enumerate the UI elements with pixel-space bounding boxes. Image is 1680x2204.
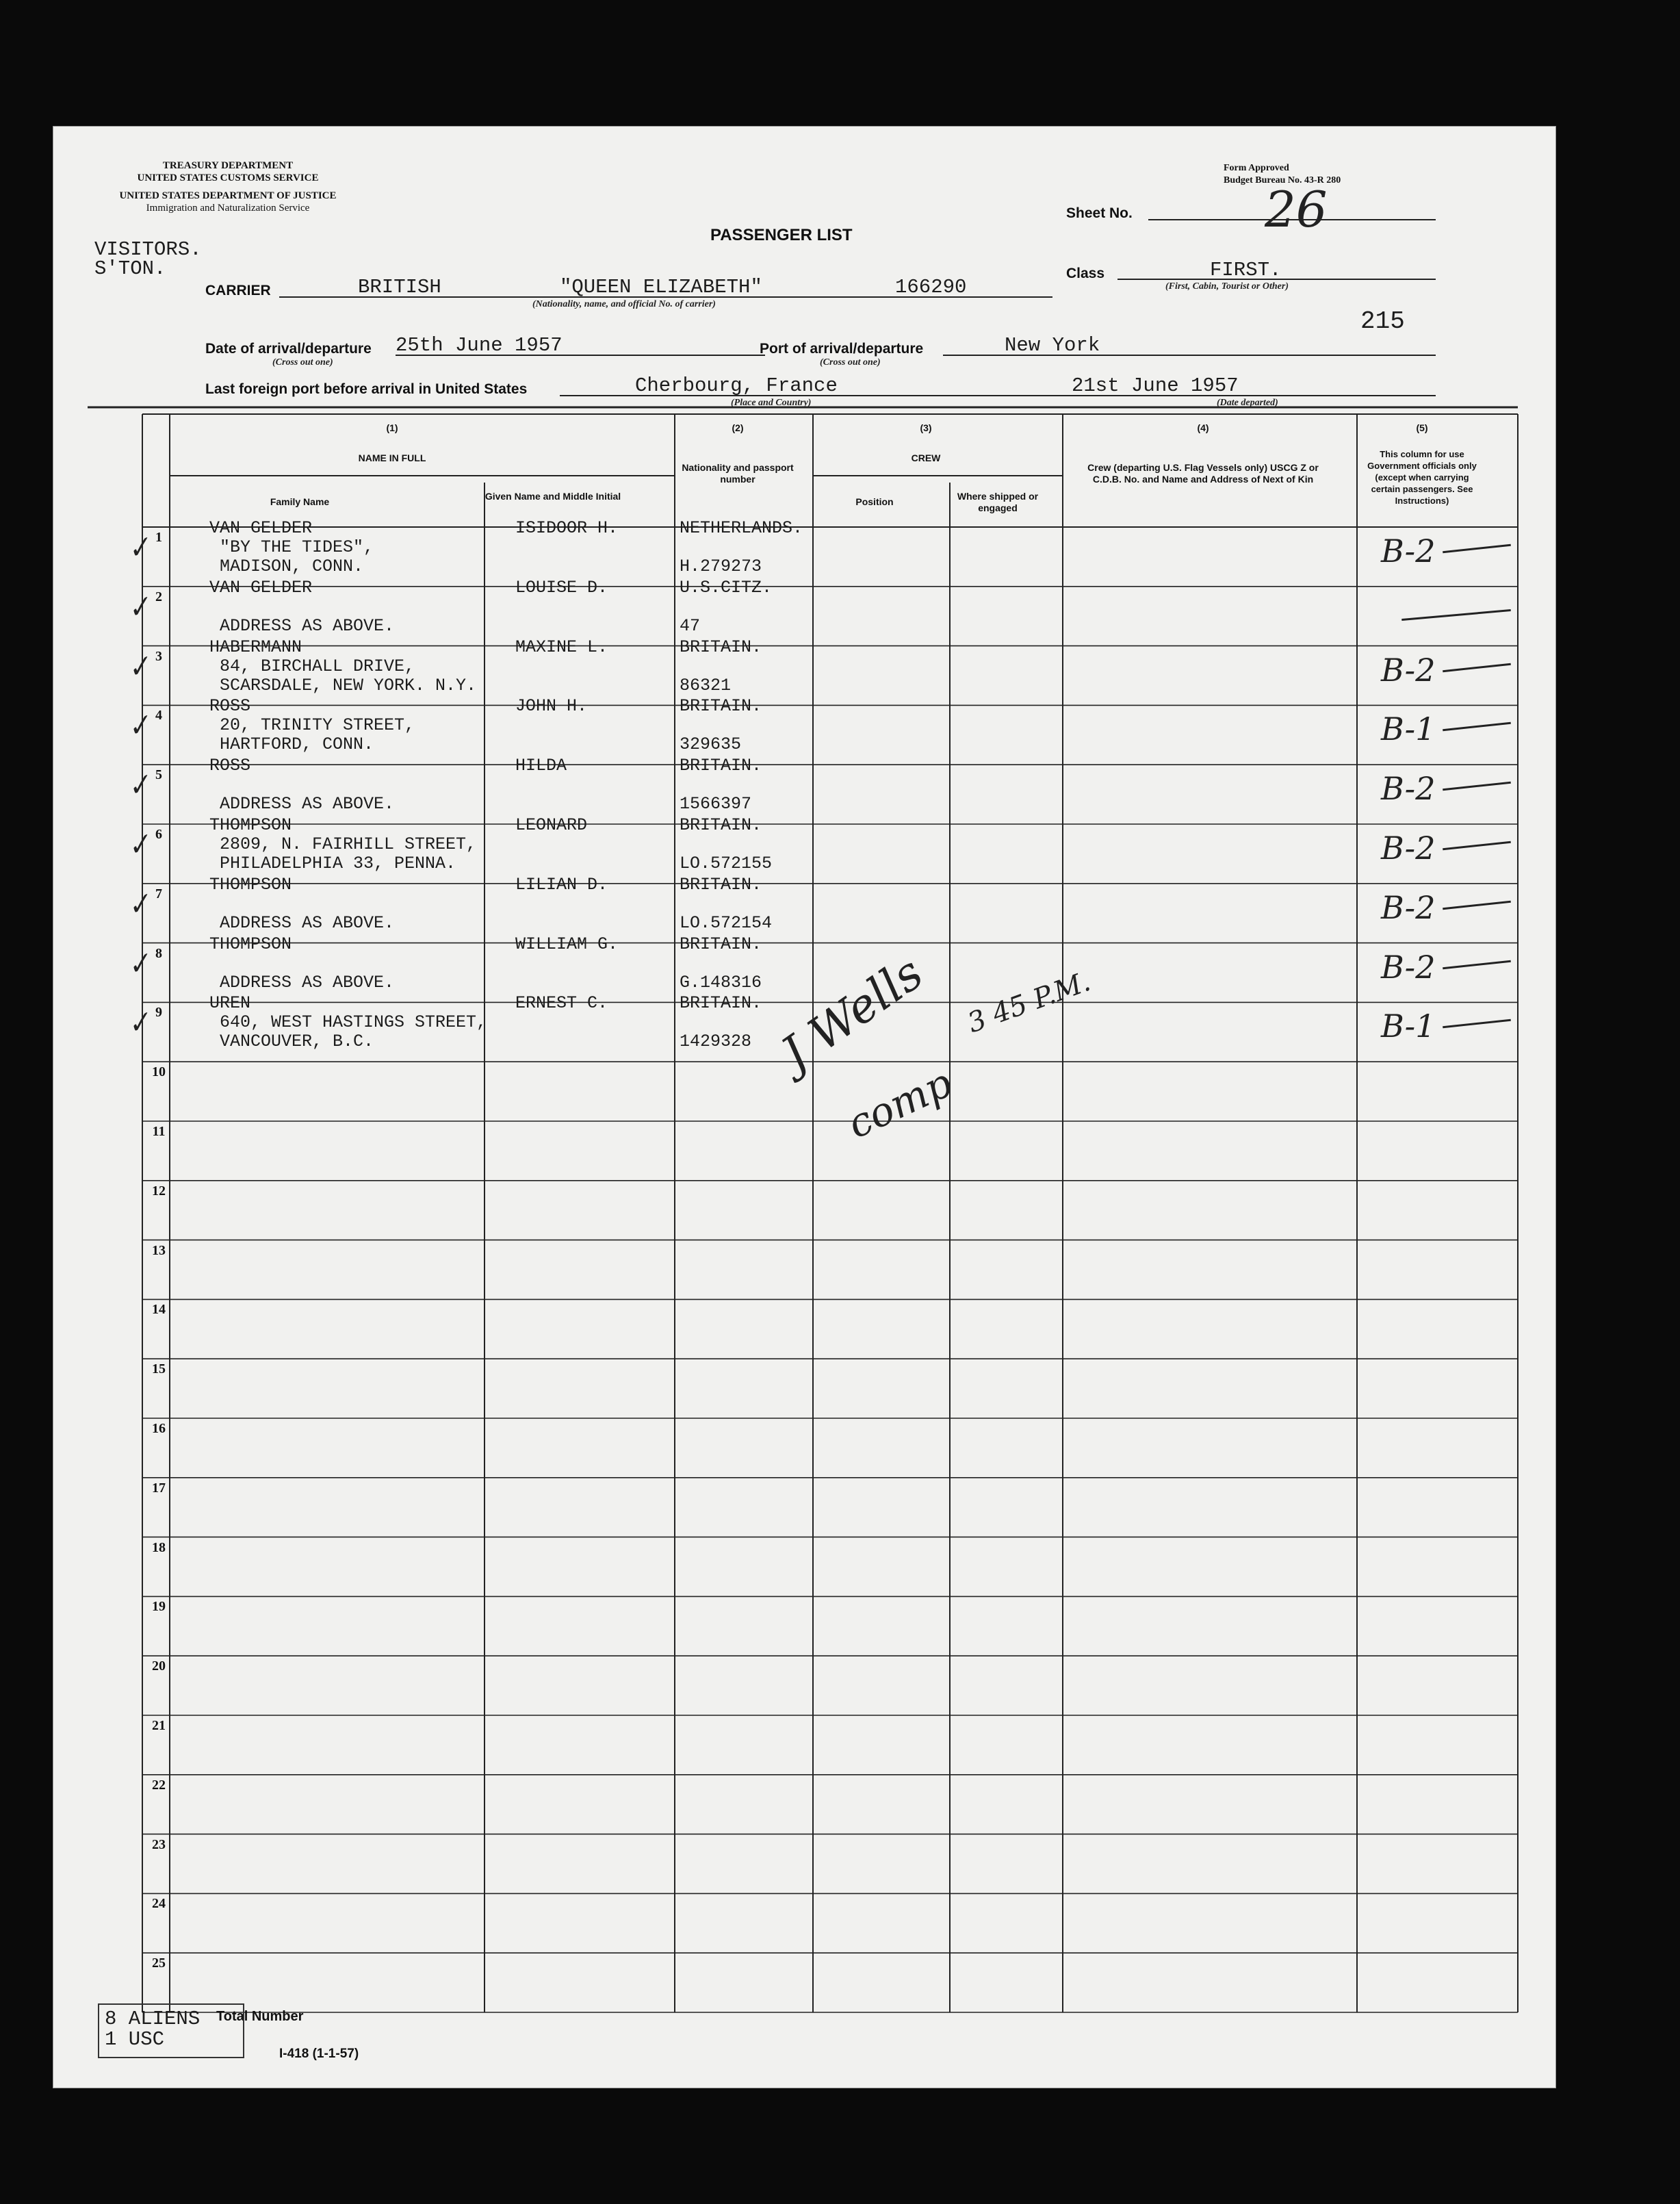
family-name-cell: THOMPSON ADDRESS AS ABOVE. — [209, 874, 395, 933]
col2-number: (2) — [732, 422, 744, 433]
visa-class-mark: B-2 — [1381, 651, 1436, 689]
row-number: 24 — [152, 1896, 166, 1912]
given-name-cell: HILDA — [515, 756, 567, 776]
col4-crew-next-of-kin: Crew (departing U.S. Flag Vessels only) USCG Z or C.D.B. No. and Name and Address of Next of Kin — [1087, 462, 1319, 485]
passenger-list-sheet — [53, 127, 1555, 2088]
check-mark-icon: ✓ — [123, 827, 154, 864]
date-value: 25th June 1957 — [396, 334, 563, 357]
given-name-cell: LILIAN D. — [515, 874, 608, 895]
port-value: New York — [1005, 334, 1100, 357]
col-given-name: Given Name and Middle Initial — [484, 491, 621, 502]
carrier-nationality: BRITISH — [358, 276, 441, 298]
row-number: 11 — [152, 1124, 166, 1139]
last-port-label: Last foreign port before arrival in United States — [205, 381, 528, 397]
nationality-cell: BRITAIN. LO.572154 — [680, 874, 773, 933]
row-number: 23 — [152, 1836, 166, 1852]
dept-ins: Immigration and Naturalization Service — [146, 203, 310, 214]
nationality-cell: BRITAIN. 1566397 — [680, 756, 762, 815]
port-cross-note: (Cross out one) — [820, 357, 881, 368]
row-number: 9 — [155, 1005, 162, 1021]
serial-number: 215 — [1360, 307, 1405, 335]
row-number: 5 — [155, 767, 162, 783]
carrier-name: "QUEEN ELIZABETH" — [560, 276, 762, 298]
visa-class-mark: B-2 — [1381, 948, 1436, 986]
visa-class-mark: B-1 — [1381, 710, 1436, 748]
check-mark-icon: ✓ — [123, 589, 154, 626]
total-usc: 1 USC — [105, 2028, 165, 2051]
row-number: 14 — [152, 1302, 166, 1318]
given-name-cell: MAXINE L. — [515, 637, 608, 657]
family-name-cell: ROSS 20, TRINITY STREET, HARTFORD, CONN. — [209, 696, 415, 755]
date-label: Date of arrival/departure — [205, 341, 372, 357]
check-mark-icon: ✓ — [123, 708, 154, 745]
col3-number: (3) — [920, 422, 932, 433]
col4-number: (4) — [1197, 422, 1209, 433]
family-name-cell: HABERMANN 84, BIRCHALL DRIVE, SCARSDALE, NEW YORK. N.Y. — [209, 637, 477, 695]
row-number: 25 — [152, 1956, 166, 1971]
row-number: 7 — [155, 886, 162, 901]
sheet-number: 26 — [1265, 181, 1328, 238]
visa-class-mark: B-2 — [1381, 770, 1436, 808]
family-name-cell: VAN GELDER "BY THE TIDES", MADISON, CONN. — [209, 518, 374, 576]
col1-title: NAME IN FULL — [358, 452, 426, 463]
total-aliens: 8 ALIENS — [105, 2008, 201, 2030]
visa-class-mark: B-1 — [1381, 1008, 1436, 1045]
row-number: 2 — [155, 589, 162, 604]
col1-number: (1) — [386, 422, 398, 433]
nationality-cell: NETHERLANDS. H.279273 — [680, 518, 803, 576]
nationality-cell: U.S.CITZ. 47 — [680, 577, 773, 636]
given-name-cell: LEONARD — [515, 815, 588, 835]
row-number: 22 — [152, 1777, 166, 1793]
family-name-cell: THOMPSON ADDRESS AS ABOVE. — [209, 934, 395, 992]
handwritten-signature: J Wells — [772, 946, 933, 1081]
port-label: Port of arrival/departure — [760, 341, 924, 357]
row-number: 20 — [152, 1658, 166, 1674]
nationality-cell: BRITAIN. LO.572155 — [680, 815, 773, 873]
visa-class-mark: B-2 — [1381, 888, 1436, 926]
col5-number: (5) — [1416, 422, 1428, 433]
check-mark-icon: ✓ — [123, 530, 154, 567]
nationality-cell: BRITAIN. G.148316 — [680, 934, 762, 992]
class-value: FIRST. — [1210, 259, 1282, 281]
check-mark-icon: ✓ — [123, 767, 154, 804]
family-name-cell: ROSS ADDRESS AS ABOVE. — [209, 756, 395, 815]
row-number: 19 — [152, 1599, 166, 1615]
handwritten-time: 3 45 P.M. — [964, 966, 1095, 1040]
row-number: 15 — [152, 1361, 166, 1377]
form-approved-text: Form Approved — [1224, 163, 1289, 173]
given-name-cell: JOHN H. — [515, 696, 588, 717]
page-title: PASSENGER LIST — [710, 226, 853, 244]
passenger-table — [53, 127, 1555, 2088]
row-number: 21 — [152, 1718, 166, 1733]
given-name-cell: ISIDOOR H. — [515, 518, 619, 538]
place-note: (Place and Country) — [731, 398, 812, 408]
carrier-label: CARRIER — [205, 283, 271, 298]
dept-treasury: TREASURY DEPARTMENT — [162, 160, 294, 171]
row-number: 8 — [155, 945, 162, 961]
date-departed-value: 21st June 1957 — [1072, 374, 1239, 397]
date-departed-note: (Date departed) — [1217, 398, 1278, 408]
check-mark-icon: ✓ — [123, 946, 154, 983]
given-name-cell: ERNEST C. — [515, 993, 608, 1014]
total-box — [98, 2003, 244, 2058]
nationality-cell: BRITAIN. 329635 — [680, 696, 762, 755]
col-nationality: Nationality and passport number — [682, 462, 794, 485]
row-number: 3 — [155, 648, 162, 664]
row-number: 17 — [152, 1480, 166, 1496]
class-label: Class — [1066, 266, 1105, 281]
visa-class-mark: B-2 — [1381, 830, 1436, 867]
class-note: (First, Cabin, Tourist or Other) — [1165, 281, 1289, 292]
last-port-value: Cherbourg, France — [635, 374, 838, 397]
row-number: 6 — [155, 827, 162, 842]
check-mark-icon: ✓ — [123, 886, 154, 923]
row-number: 16 — [152, 1421, 166, 1436]
form-id: I-418 (1-1-57) — [279, 2047, 359, 2061]
visa-class-mark: B-2 — [1381, 533, 1436, 569]
nationality-cell: BRITAIN. 86321 — [680, 637, 762, 695]
given-name-cell: LOUISE D. — [515, 577, 608, 598]
carrier-note: (Nationality, name, and official No. of carrier) — [532, 299, 716, 309]
table-grid — [53, 127, 1555, 2088]
visitors-note: VISITORS. — [94, 238, 202, 261]
ston-note: S'TON. — [94, 257, 166, 280]
given-name-cell: WILLIAM G. — [515, 934, 619, 954]
sheet-label: Sheet No. — [1066, 205, 1133, 221]
nationality-cell: BRITAIN. 1429328 — [680, 993, 762, 1052]
check-mark-icon: ✓ — [123, 1005, 154, 1042]
total-label: Total Number — [216, 2009, 304, 2024]
family-name-cell: VAN GELDER ADDRESS AS ABOVE. — [209, 577, 395, 636]
row-number: 18 — [152, 1539, 166, 1555]
row-number: 4 — [155, 708, 162, 723]
row-number: 10 — [152, 1064, 166, 1080]
handwritten-comp: comp — [840, 1059, 959, 1148]
family-name-cell: THOMPSON 2809, N. FAIRHILL STREET, PHILADELPHIA 33, PENNA. — [209, 815, 477, 873]
col-where-shipped: Where shipped or engaged — [957, 491, 1039, 513]
col5-government: This column for use Government officials only (except when carrying certain passengers. See Instructions) — [1367, 449, 1477, 506]
col-position: Position — [855, 496, 894, 507]
check-mark-icon: ✓ — [123, 649, 154, 686]
row-number: 12 — [152, 1183, 166, 1199]
family-name-cell: UREN 640, WEST HASTINGS STREET, VANCOUVER, B.C. — [209, 993, 487, 1052]
date-cross-note: (Cross out one) — [272, 357, 333, 368]
row-number: 1 — [155, 530, 162, 545]
budget-bureau: Budget Bureau No. 43-R 280 — [1224, 175, 1341, 185]
dept-justice: UNITED STATES DEPARTMENT OF JUSTICE — [119, 190, 337, 201]
dept-customs: UNITED STATES CUSTOMS SERVICE — [137, 172, 319, 183]
col3-crew: CREW — [911, 452, 941, 463]
col-family-name: Family Name — [270, 496, 330, 507]
row-number: 13 — [152, 1242, 166, 1258]
carrier-number: 166290 — [895, 276, 967, 298]
